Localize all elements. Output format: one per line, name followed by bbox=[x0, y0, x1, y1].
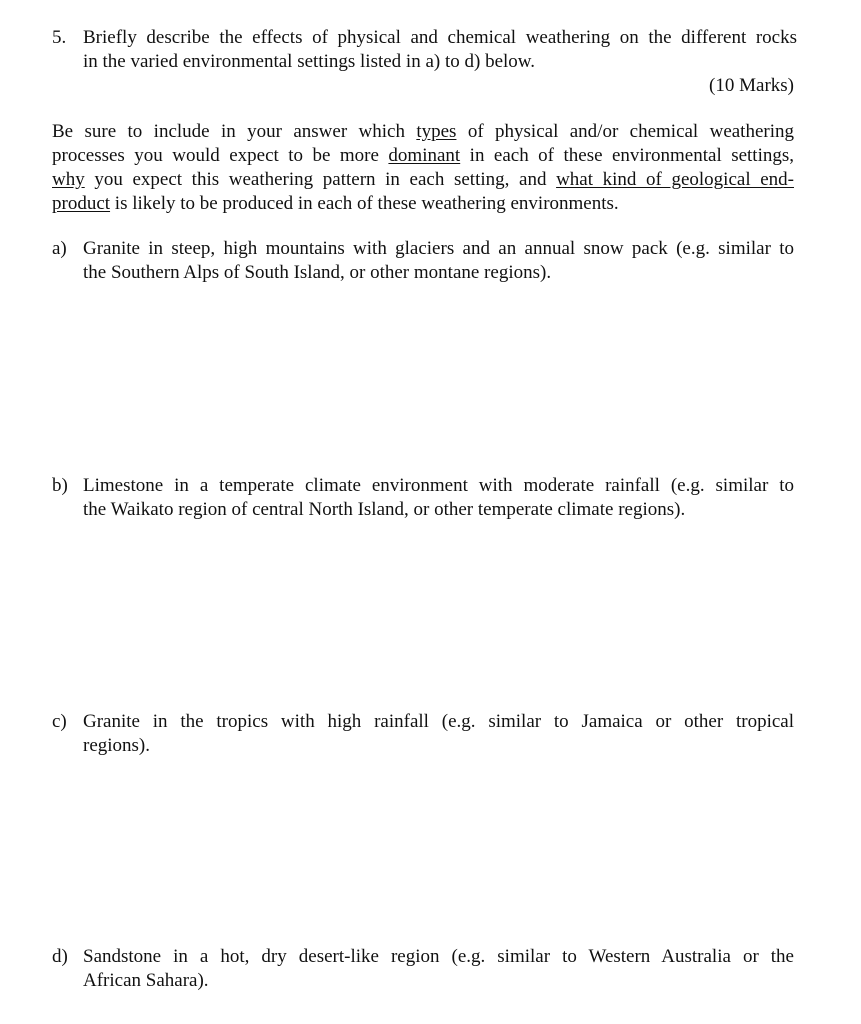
part-d bbox=[52, 945, 794, 993]
question-text bbox=[83, 26, 797, 74]
underlined-term-product: product bbox=[52, 193, 111, 214]
marks-label: (10 Marks) bbox=[709, 75, 794, 96]
part-a bbox=[52, 237, 794, 285]
underlined-term-why: why bbox=[52, 169, 85, 190]
instructions-text: processes you would expect to be more bbox=[52, 145, 389, 166]
part-c bbox=[52, 710, 794, 758]
part-line-1: Limestone in a temperate climate environment with moderate rainfall (e.g. similar to bbox=[83, 475, 794, 496]
question-number: 5. bbox=[52, 27, 67, 48]
instructions-line-3 bbox=[52, 168, 794, 192]
part-label: a) bbox=[52, 238, 67, 259]
instructions-text: Be sure to include in your answer which bbox=[52, 121, 417, 142]
question-line-1: Briefly describe the effects of physical and chemical weathering on the different rocks bbox=[83, 27, 797, 48]
part-line-1: Sandstone in a hot, dry desert-like region (e.g. similar to Western Australia or the bbox=[83, 946, 794, 967]
underlined-term-end-product: what kind of geological end- bbox=[556, 169, 794, 190]
instructions-line-4 bbox=[52, 192, 794, 216]
part-b bbox=[52, 474, 794, 522]
part-line-2: regions). bbox=[83, 735, 151, 756]
underlined-term-dominant: dominant bbox=[388, 145, 461, 166]
part-text bbox=[83, 710, 794, 758]
part-label: b) bbox=[52, 475, 68, 496]
part-line-1: Granite in steep, high mountains with glaciers and an annual snow pack (e.g. similar to bbox=[83, 238, 794, 259]
part-text bbox=[83, 945, 794, 993]
instructions-line-2 bbox=[52, 144, 794, 168]
part-line-2: the Southern Alps of South Island, or other montane regions). bbox=[83, 262, 552, 283]
instructions-paragraph bbox=[52, 120, 794, 216]
part-line-2: the Waikato region of central North Island, or other temperate climate regions). bbox=[83, 499, 686, 520]
part-text bbox=[83, 237, 794, 285]
part-label: c) bbox=[52, 711, 67, 732]
part-text bbox=[83, 474, 794, 522]
instructions-text: is likely to be produced in each of these weathering environments. bbox=[110, 193, 619, 214]
question-line-2: in the varied environmental settings listed in a) to d) below. bbox=[83, 51, 536, 72]
part-line-2: African Sahara). bbox=[83, 970, 209, 991]
instructions-text: in each of these environmental settings, bbox=[460, 145, 795, 166]
part-line-1: Granite in the tropics with high rainfall (e.g. similar to Jamaica or other tropical bbox=[83, 711, 794, 732]
instructions-text: you expect this weathering pattern in each setting, and bbox=[84, 169, 557, 190]
question-header bbox=[52, 26, 797, 74]
instructions-text: of physical and/or chemical weathering bbox=[456, 121, 794, 142]
part-label: d) bbox=[52, 946, 68, 967]
instructions-line-1 bbox=[52, 120, 794, 144]
underlined-term-types: types bbox=[416, 121, 457, 142]
